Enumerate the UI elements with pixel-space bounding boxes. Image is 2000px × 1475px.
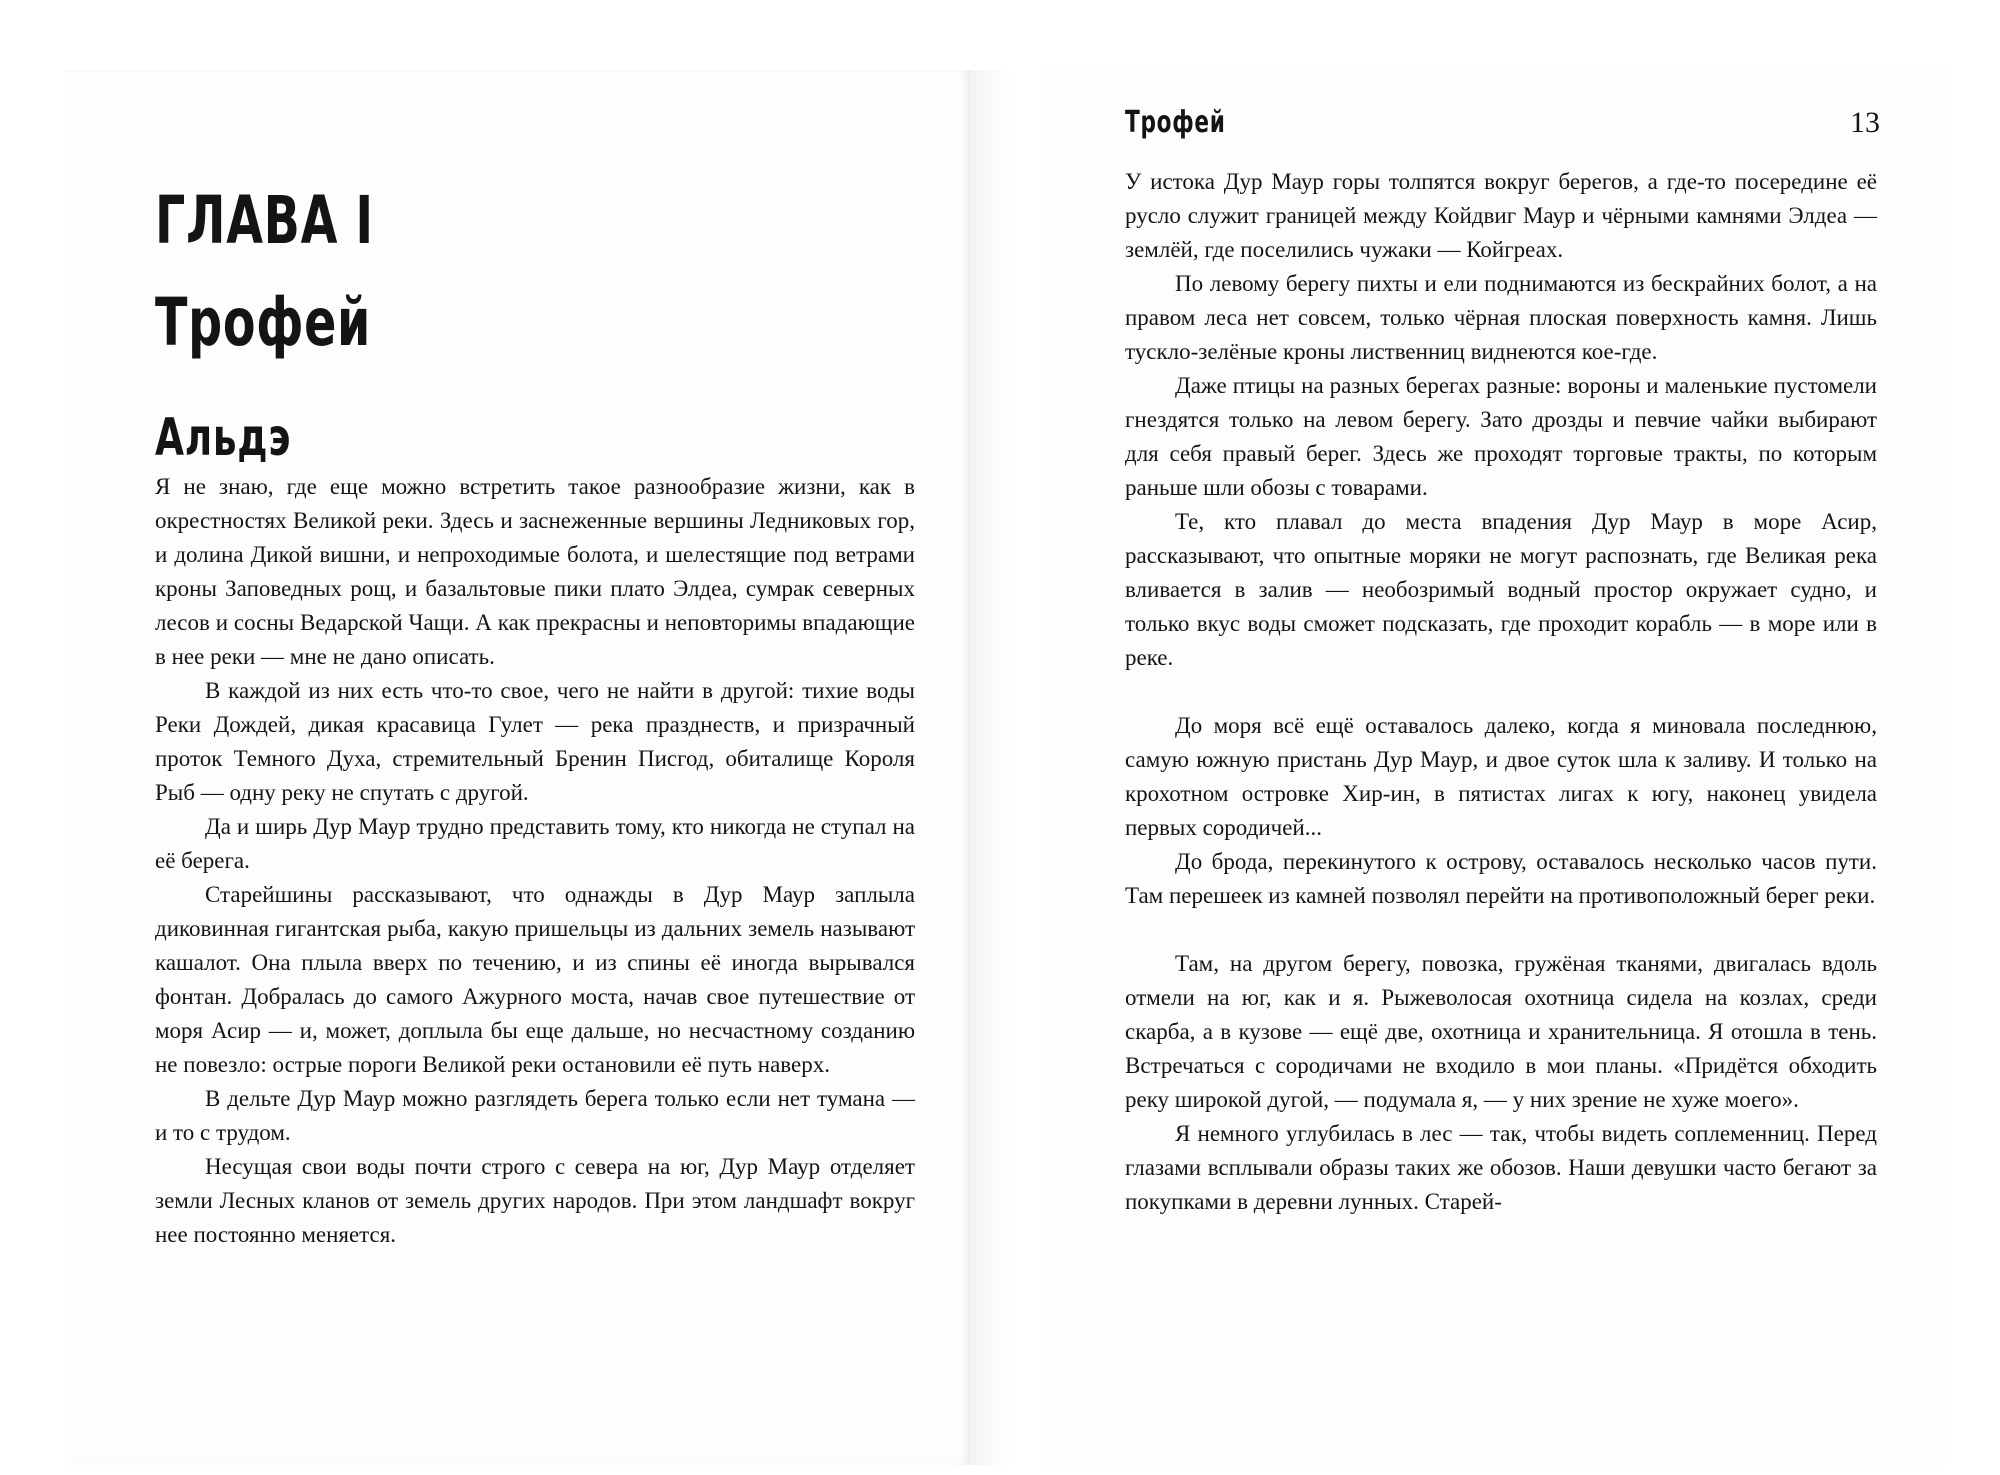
section-break bbox=[1125, 675, 1877, 709]
paragraph: Несущая свои воды почти строго с севера на юг, Дур Маур отделяет земли Лесных кланов от земель других народов. При этом ландшафт вокруг нее постоянно меняется. bbox=[155, 1154, 915, 1247]
paragraph: Да и ширь Дур Маур трудно представить тому, кто никогда не ступал на её берега. bbox=[155, 814, 915, 873]
right-page-body bbox=[1125, 165, 1877, 1219]
book-gutter bbox=[970, 70, 1040, 1465]
paragraph: Старейшины рассказывают, что однажды в Дур Маур заплыла диковинная гигантская рыба, какую пришельцы из дальних земель называют кашалот. Она плыла вверх по течению, и из спины её иногда вырывался фонтан. Добралась до самого Ажурного моста, начав свое путешествие от моря Асир — и, может, доплыла бы еще дальше, но несчастному созданию не повезло: острые пороги Великой реки остановили её путь наверх. bbox=[155, 882, 915, 1077]
paragraph: Я немного углубилась в лес — так, чтобы видеть соплеменниц. Перед глазами всплывали образы таких же обозов. Наши девушки часто бегают за покупками в деревни лунных. Старей- bbox=[1125, 1121, 1877, 1214]
page-number: 13 bbox=[1850, 106, 1880, 139]
section-break bbox=[1125, 913, 1877, 947]
paragraph: Я не знаю, где еще можно встретить такое разнообразие жизни, как в окрестностях Великой реки. Здесь и заснеженные вершины Ледниковых гор, и долина Дикой вишни, и непроходимые болота, и шелестящие под ветрами кроны Заповедных рощ, и базальтовые пики плато Элдеа, сумрак северных лесов и сосны Ведарской Чащи. А как прекрасны и неповторимы впадающие в нее реки — мне не дано описать. bbox=[155, 474, 915, 669]
left-page-body bbox=[155, 470, 915, 1252]
paragraph: Даже птицы на разных берегах разные: вороны и маленькие пустомели гнездятся только на левом берегу. Зато дрозды и певчие чайки выбирают для себя правый берег. Здесь же проходят торговые тракты, по которым раньше шли обозы с товарами. bbox=[1125, 373, 1877, 500]
paragraph: В каждой из них есть что-то свое, чего не найти в другой: тихие воды Реки Дождей, дикая красавица Гулет — река празднеств, и призрачный проток Темного Духа, стремительный Бренин Писгод, обиталище Короля Рыб — одну реку не спутать с другой. bbox=[155, 678, 915, 805]
paragraph: Там, на другом берегу, повозка, гружёная тканями, двигалась вдоль отмели на юг, как и я. Рыжеволосая охотница сидела на козлах, среди скарба, а в кузове — ещё две, охотница и хранительница. Я отошла в тень. Встречаться с сородичами не входило в мои планы. «Придётся обходить реку широкой дугой, — подумала я, — у них зрение не хуже моего». bbox=[1125, 951, 1877, 1112]
paragraph: До моря всё ещё оставалось далеко, когда я миновала последнюю, самую южную пристань Дур Маур, и двое суток шла к заливу. И только на крохотном островке Хир-ин, в пятистах лигах к югу, наконец увидела первых сородичей... bbox=[1125, 713, 1877, 840]
paragraph: Те, кто плавал до места впадения Дур Маур в море Асир, рассказывают, что опытные моряки не могут распознать, где Великая река вливается в залив — необозримый водный простор окружает судно, и только вкус воды сможет подсказать, где проходит корабль — в море или в реке. bbox=[1125, 509, 1877, 670]
chapter-subtitle: Трофей bbox=[155, 284, 372, 361]
chapter-title: ГЛАВА I bbox=[155, 182, 374, 259]
paragraph: В дельте Дур Маур можно разглядеть берега только если нет тумана — и то с трудом. bbox=[155, 1086, 915, 1145]
section-heading: Альдэ bbox=[155, 408, 292, 468]
paragraph: По левому берегу пихты и ели поднимаются из бескрайних болот, а на правом леса нет совсем, только чёрная плоская поверхность камня. Лишь тускло-зелёные кроны лиственниц виднеются кое-где. bbox=[1125, 271, 1877, 364]
paragraph: До брода, перекинутого к острову, оставалось несколько часов пути. Там перешеек из камней позволял перейти на противоположный берег реки. bbox=[1125, 849, 1877, 908]
running-header: Трофей bbox=[1125, 105, 1226, 140]
paragraph: У истока Дур Маур горы толпятся вокруг берегов, а где-то посередине её русло служит границей между Койдвиг Маур и чёрными камнями Элдеа — землёй, где поселились чужаки — Койгреах. bbox=[1125, 169, 1877, 262]
